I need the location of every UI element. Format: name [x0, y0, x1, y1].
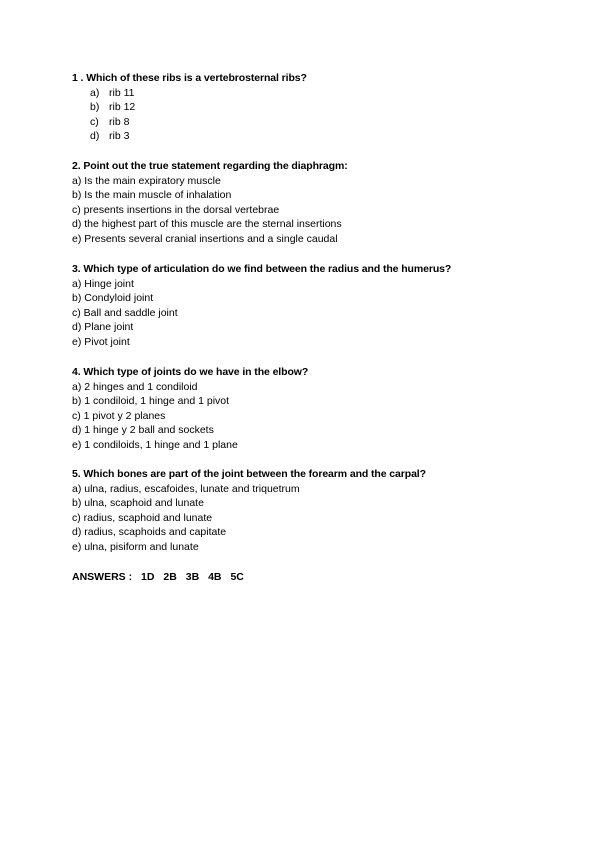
option-item: a) Hinge joint	[72, 277, 134, 290]
option-item: b) 1 condiloid, 1 hinge and 1 pivot	[72, 395, 230, 408]
option-item	[72, 86, 572, 101]
question-2	[72, 159, 572, 247]
question-title: 3. Which type of articulation do we find between the radius and the humerus?	[72, 263, 452, 275]
option-text: rib 3	[109, 130, 130, 143]
option-item: b) Condyloid joint	[72, 292, 154, 305]
option-text: rib 8	[109, 115, 130, 128]
option-item: c) Ball and saddle joint	[72, 306, 178, 319]
option-item: b) ulna, scaphoid and lunate	[72, 497, 204, 510]
option-item: b) Is the main muscle of inhalation	[72, 189, 232, 202]
question-3	[72, 262, 572, 350]
option-item	[72, 100, 572, 115]
option-item	[72, 129, 572, 144]
question-4	[72, 365, 572, 453]
option-list	[72, 86, 572, 144]
option-text: rib 12	[109, 101, 136, 114]
answer-key-label: ANSWERS :	[72, 571, 133, 583]
option-text: rib 11	[109, 86, 135, 99]
option-item: c) 1 pivot y 2 planes	[72, 409, 166, 422]
question-title: 5. Which bones are part of the joint between the forearm and the carpal?	[72, 468, 426, 480]
option-item: d) 1 hinge y 2 ball and sockets	[72, 424, 214, 437]
question-title: 1 . Which of these ribs is a vertebrosternal ribs?	[72, 72, 307, 84]
option-item: e) ulna, pisiform and lunate	[72, 540, 199, 553]
option-letter: b)	[90, 101, 100, 114]
answer-item: 2B	[163, 571, 177, 583]
option-item: c) radius, scaphoid and lunate	[72, 511, 213, 524]
option-item: e) Presents several cranial insertions and a single caudal	[72, 232, 338, 245]
option-item: d) radius, scaphoids and capitate	[72, 526, 227, 539]
answer-item: 1D	[141, 571, 155, 583]
option-letter: c)	[90, 115, 99, 128]
option-item: d) the highest part of this muscle are the sternal insertions	[72, 218, 342, 231]
question-1	[72, 71, 572, 144]
option-item: c) presents insertions in the dorsal vertebrae	[72, 203, 280, 216]
option-item: a) ulna, radius, escafoides, lunate and triquetrum	[72, 482, 300, 495]
option-item: e) 1 condiloids, 1 hinge and 1 plane	[72, 438, 238, 451]
answer-item: 4B	[208, 571, 222, 583]
option-item: d) Plane joint	[72, 321, 134, 334]
answer-key	[72, 571, 244, 583]
question-5	[72, 467, 572, 555]
question-title: 4. Which type of joints do we have in the elbow?	[72, 366, 309, 378]
option-item: a) 2 hinges and 1 condiloid	[72, 380, 198, 393]
option-item: e) Pivot joint	[72, 335, 130, 348]
option-item	[72, 115, 572, 130]
option-letter: d)	[90, 130, 100, 143]
answer-item: 3B	[185, 571, 200, 583]
option-letter: a)	[90, 86, 100, 99]
option-item: a) Is the main expiratory muscle	[72, 174, 221, 187]
answer-item: 5C	[230, 571, 244, 583]
question-title: 2. Point out the true statement regarding the diaphragm:	[72, 160, 348, 172]
